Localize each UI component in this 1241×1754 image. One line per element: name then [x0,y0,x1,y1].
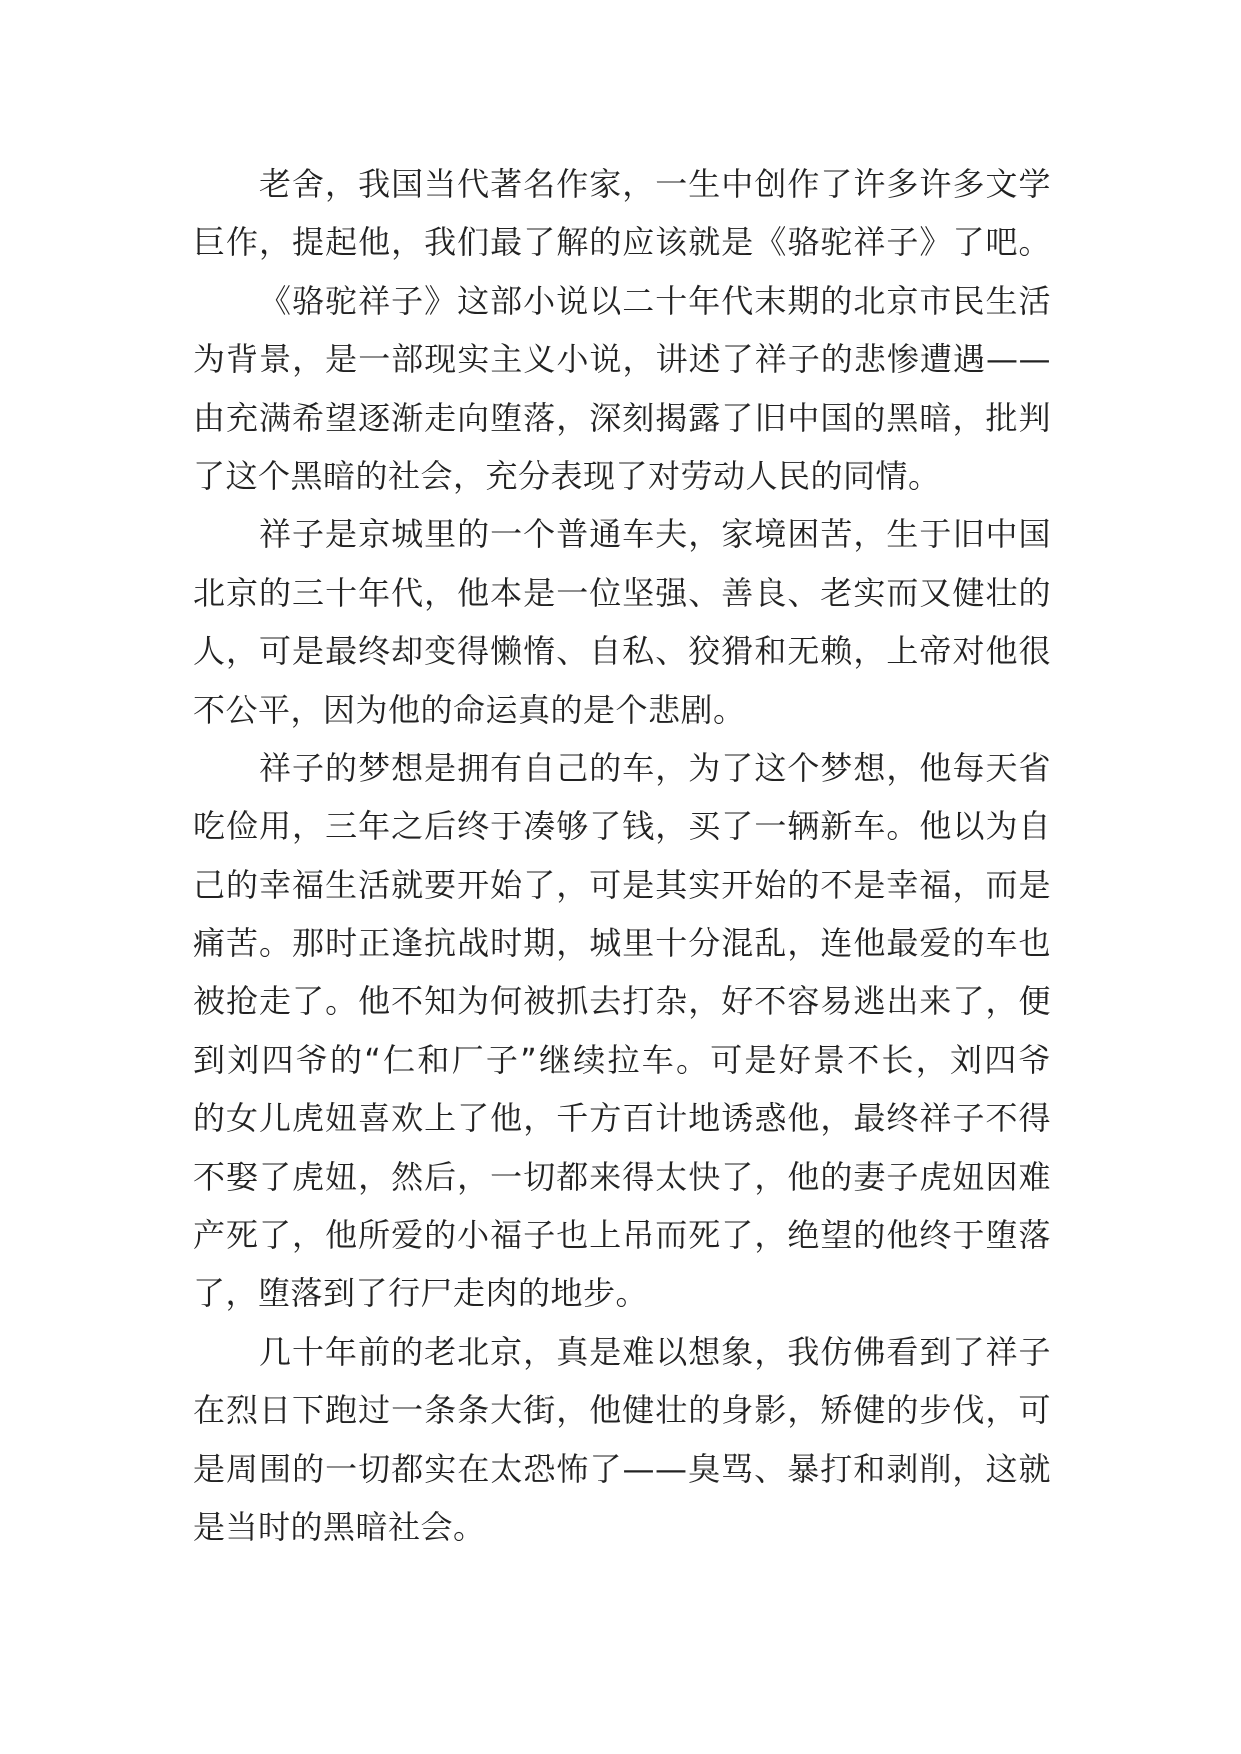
text-line: 的女儿虎妞喜欢上了他，千方百计地诱惑他，最终祥子不得 [193,1099,1051,1138]
text-line: 是当时的黑暗社会。 [193,1507,486,1546]
text-line: 痛苦。那时正逢抗战时期，城里十分混乱，连他最爱的车也 [193,924,1051,963]
text-line: 《骆驼祥子》这部小说以二十年代末期的北京市民生活 [259,281,1051,320]
text-line: 祥子是京城里的一个普通车夫，家境困苦，生于旧中国 [259,515,1051,554]
text-line: 在烈日下跑过一条条大街，他健壮的身影，矫健的步伐，可 [193,1391,1051,1430]
text-line: 不公平，因为他的命运真的是个悲剧。 [193,690,746,729]
text-line: 老舍，我国当代著名作家，一生中创作了许多许多文学 [259,165,1051,203]
text-line: 吃俭用，三年之后终于凑够了钱，买了一辆新车。他以为自 [193,807,1051,846]
text-line: 人，可是最终却变得懒惰、自私、狡猾和无赖，上帝对他很 [193,632,1051,671]
text-line: 由充满希望逐渐走向堕落，深刻揭露了旧中国的黑暗，批判 [193,398,1051,437]
paragraph-4 [193,739,1051,1323]
paragraph-3 [193,505,1051,739]
text-line: 是周围的一切都实在太恐怖了——臭骂、暴打和剥削，这就 [193,1449,1051,1488]
text-line: 祥子的梦想是拥有自己的车，为了这个梦想，他每天省 [259,748,1051,787]
text-line: 被抢走了。他不知为何被抓去打杂，好不容易逃出来了，便 [193,982,1051,1021]
text-line: 为背景，是一部现实主义小说，讲述了祥子的悲惨遭遇—— [193,340,1051,379]
text-line: 了，堕落到了行尸走肉的地步。 [193,1274,649,1313]
text-line: 己的幸福生活就要开始了，可是其实开始的不是幸福，而是 [193,865,1051,904]
paragraph-1 [193,155,1051,272]
paragraph-2 [193,272,1051,506]
text-line: 产死了，他所爱的小福子也上吊而死了，绝望的他终于堕落 [193,1216,1051,1255]
text-line: 不娶了虎妞，然后，一切都来得太快了，他的妻子虎妞因难 [193,1157,1051,1196]
text-line: 北京的三十年代，他本是一位坚强、善良、老实而又健壮的 [193,573,1051,612]
document-body [193,155,1051,1556]
text-line: 到刘四爷的“仁和厂子”继续拉车。可是好景不长，刘四爷 [193,1040,1051,1079]
paragraph-5 [193,1323,1051,1557]
text-line: 几十年前的老北京，真是难以想象，我仿佛看到了祥子 [259,1332,1051,1371]
text-line: 巨作，提起他，我们最了解的应该就是《骆驼祥子》了吧。 [193,223,1051,262]
text-line: 了这个黑暗的社会，充分表现了对劳动人民的同情。 [193,456,941,495]
